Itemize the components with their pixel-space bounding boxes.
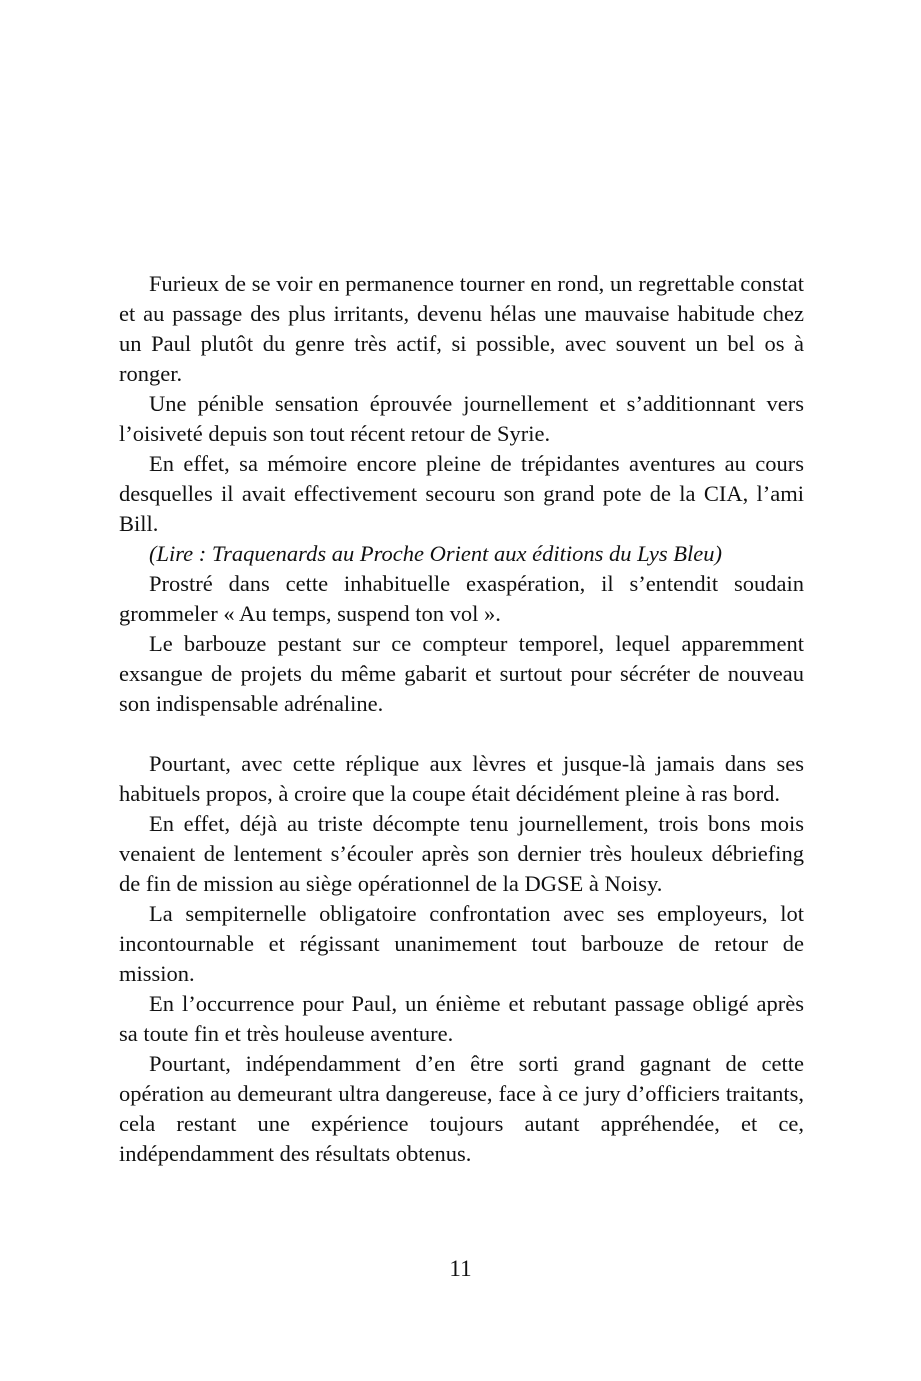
paragraph: En effet, sa mémoire encore pleine de trépidantes aventures au cours desquelles il avait effectivement secouru son grand pote de la CIA, l’ami Bill.	[119, 451, 804, 536]
paragraph: Furieux de se voir en permanence tourner en rond, un regrettable constat et au passage des plus irritants, devenu hélas une mauvaise habitude chez un Paul plutôt du genre très actif, si possible, avec souvent un bel os à ronger.	[119, 271, 804, 386]
body-text	[119, 269, 804, 1169]
paragraph: En effet, déjà au triste décompte tenu journellement, trois bons mois venaient de lentement s’écouler après son dernier très houleux débriefing de fin de mission au siège opérationnel de la DGSE à Noisy.	[119, 811, 804, 896]
page-number: 11	[449, 1256, 472, 1281]
paragraph: Pourtant, avec cette réplique aux lèvres et jusque-là jamais dans ses habituels propos, à croire que la coupe était décidément pleine à ras bord.	[119, 751, 804, 806]
section-break	[119, 719, 804, 749]
paragraph: Une pénible sensation éprouvée journellement et s’additionnant vers l’oisiveté depuis son tout récent retour de Syrie.	[119, 391, 804, 446]
paragraph: La sempiternelle obligatoire confrontation avec ses employeurs, lot incontournable et régissant unanimement tout barbouze de retour de mission.	[119, 901, 804, 986]
paragraph: Le barbouze pestant sur ce compteur temporel, lequel apparemment exsangue de projets du même gabarit et surtout pour sécréter de nouveau son indispensable adrénaline.	[119, 631, 804, 716]
paragraph: Pourtant, indépendamment d’en être sorti grand gagnant de cette opération au demeurant ultra dangereuse, face à ce jury d’officiers traitants, cela restant une expérience toujours autant appréhendée, et ce, indépendamment des résultats obtenus.	[119, 1051, 804, 1166]
reference-note: (Lire : Traquenards au Proche Orient aux éditions du Lys Bleu)	[149, 541, 723, 566]
paragraph: Prostré dans cette inhabituelle exaspération, il s’entendit soudain grommeler « Au temps, suspend ton vol ».	[119, 571, 804, 626]
paragraph: En l’occurrence pour Paul, un énième et rebutant passage obligé après sa toute fin et très houleuse aventure.	[119, 991, 804, 1046]
